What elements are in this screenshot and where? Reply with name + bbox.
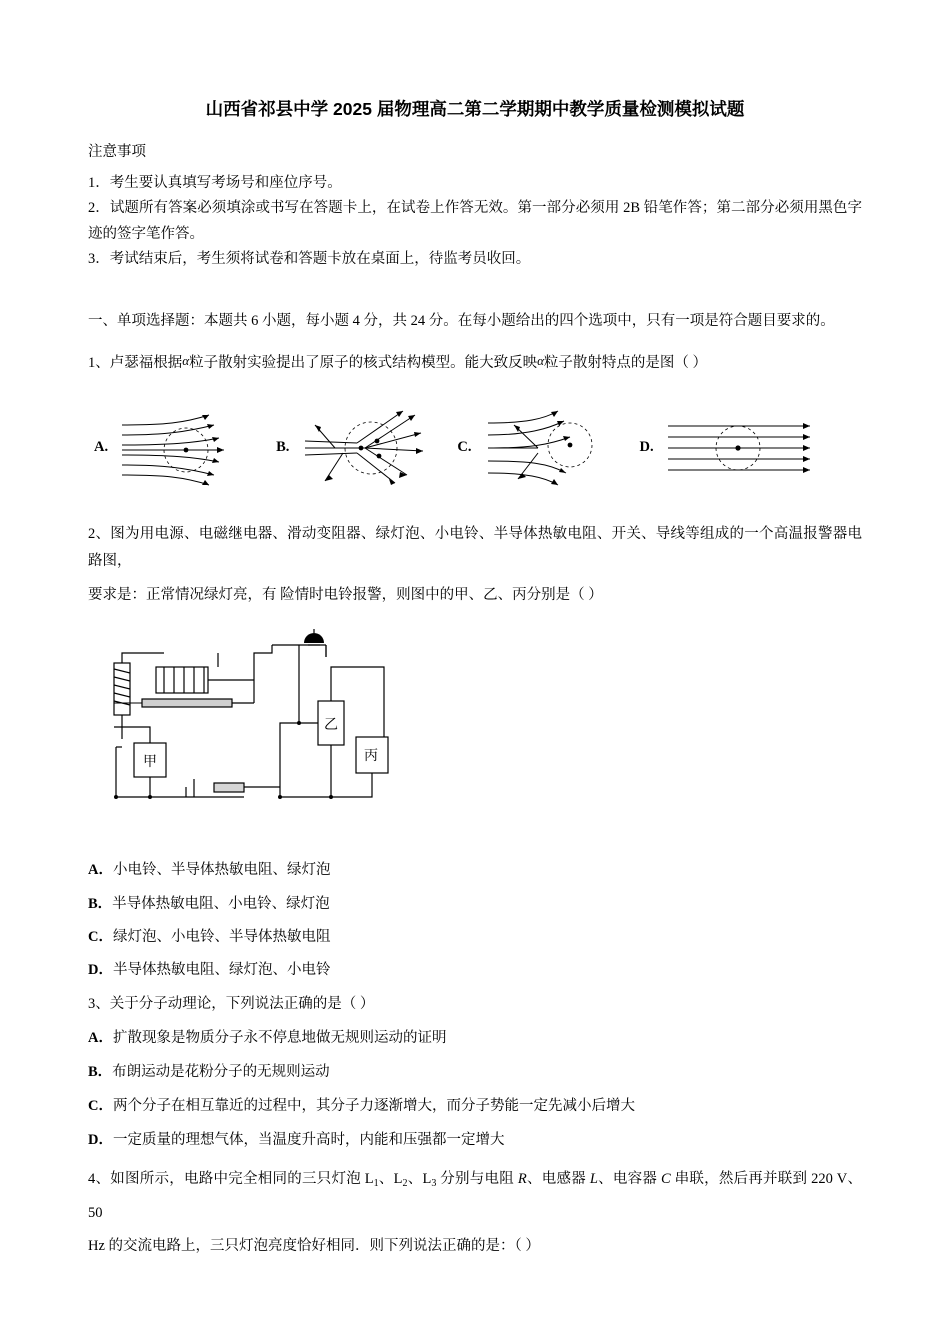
q3-option-b-label: B．: [88, 1064, 113, 1081]
label-jia: 甲: [143, 755, 157, 771]
notice-item-2: 2．试题所有答案必须填涂或书写在答题卡上，在试卷上作答无效。第一部分必须用 2B 铅笔作答；第二部分必须用黑色字迹的签字笔作答。: [88, 200, 862, 242]
question-1-figure-options: [88, 403, 862, 493]
q4-symbol-l: L: [589, 1171, 598, 1188]
question-4-stem-line2: Hz 的交流电路上，三只灯泡亮度恰好相同．则下列说法正确的是：（ ）: [88, 1237, 540, 1254]
q1-greek-alpha-2: α: [537, 352, 544, 368]
q3-option-c-text: 两个分子在相互靠近的过程中，其分子力逐渐增大，而分子势能一定先减小后增大: [112, 1098, 635, 1115]
q3-option-a: [88, 1021, 862, 1055]
q2-option-d-text: 半导体热敏电阻、绿灯泡、小电铃: [112, 962, 331, 979]
alpha-scattering-diagram-d: [660, 408, 830, 488]
high-temperature-alarm-circuit-diagram: [94, 627, 404, 827]
alpha-scattering-diagram-a: [114, 405, 264, 490]
q4-part-g: 串联，然后再并联到 220 V、50: [88, 1171, 863, 1221]
question-3: [88, 988, 862, 1158]
label-bing: 丙: [364, 749, 378, 765]
question-4: [88, 1163, 862, 1263]
question-2-stem-line1: 2、图为用电源、电磁继电器、滑动变阻器、绿灯泡、小电铃、半导体热敏电阻、开关、导线等组成的一个高温报警器电路图，: [88, 525, 862, 569]
notice-item-1: 1．考生要认真填写考场号和座位序号。: [88, 174, 342, 191]
q3-option-c: [88, 1089, 862, 1123]
q2-option-c: [88, 921, 862, 954]
label-yi: 乙: [324, 718, 338, 734]
notice-item-3: 3．考试结束后，考生须将试卷和答题卡放在桌面上，待监考员收回。: [88, 251, 531, 268]
question-2-stem-line2: 要求是：正常情况绿灯亮，有 险情时电铃报警，则图中的甲、乙、丙分别是（ ）: [88, 587, 603, 604]
question-2-circuit-figure: [88, 627, 862, 832]
q1-option-d-label: D.: [639, 439, 654, 456]
page-title: 山西省祁县中学 2025 届物理高二第二学期期中教学质量检测模拟试题: [205, 99, 745, 119]
q1-option-c-label: C.: [457, 439, 472, 456]
q1-option-a: [94, 405, 264, 490]
notice-heading: 注意事项: [88, 144, 146, 161]
question-2-options: [88, 854, 862, 987]
q4-sub-1: 1: [373, 1178, 379, 1190]
bell-symbol: [304, 629, 324, 643]
q3-option-b-text: 布朗运动是花粉分子的无规则运动: [112, 1064, 330, 1081]
q3-option-d-label: D．: [88, 1132, 113, 1149]
alpha-scattering-diagram-c: [478, 403, 628, 493]
q2-option-d-label: D．: [88, 962, 113, 979]
q4-part-e: 、电感器: [526, 1171, 590, 1188]
q2-option-d: [88, 954, 862, 987]
q1-greek-alpha-1: α: [182, 352, 190, 368]
q2-option-c-text: 绿灯泡、小电铃、半导体热敏电阻: [112, 928, 331, 945]
q4-part-c: 、L: [407, 1171, 432, 1188]
q1-option-b-label: B.: [276, 439, 290, 456]
q4-part-b: 、L: [378, 1171, 403, 1188]
q2-option-a-text: 小电铃、半导体热敏电阻、绿灯泡: [112, 862, 331, 879]
q3-option-c-label: C．: [88, 1098, 113, 1115]
q4-symbol-c: C: [661, 1171, 671, 1188]
q3-option-d-text: 一定质量的理想气体，当温度升高时，内能和压强都一定增大: [112, 1132, 505, 1149]
question-4-stem-line1: [88, 1163, 862, 1230]
q3-option-a-text: 扩散现象是物质分子永不停息地做无规则运动的证明: [112, 1029, 447, 1046]
q2-option-a: [88, 854, 862, 887]
q2-option-a-label: A．: [88, 862, 113, 879]
q4-sub-2: 2: [402, 1178, 408, 1190]
q4-part-d: 分别与电阻: [436, 1171, 518, 1188]
q4-sub-3: 3: [431, 1178, 437, 1190]
q1-option-c: [457, 403, 627, 493]
q3-option-b: [88, 1055, 862, 1089]
q2-option-b-label: B．: [88, 895, 113, 912]
q1-option-b: [276, 403, 445, 493]
alpha-scattering-diagram-b: [295, 403, 445, 493]
q2-option-b-text: 半导体热敏电阻、小电铃、绿灯泡: [112, 895, 330, 912]
q4-part-f: 、电容器: [597, 1171, 662, 1188]
q2-option-c-label: C．: [88, 928, 113, 945]
q4-symbol-r: R: [517, 1171, 527, 1188]
q3-option-d: [88, 1123, 862, 1157]
q3-option-a-label: A．: [88, 1029, 113, 1046]
q4-part-a: 4、如图所示，电路中完全相同的三只灯泡 L: [88, 1171, 374, 1188]
q2-option-b: [88, 888, 862, 921]
q1-stem-after: 粒子散射特点的是图（ ）: [543, 354, 708, 371]
q1-stem-mid: 粒子散射实验提出了原子的核式结构模型。能大致反映: [189, 354, 538, 371]
section-one-heading: 一、单项选择题：本题共 6 小题，每小题 4 分，共 24 分。在每小题给出的四个选项中，只有一项是符合题目要求的。: [88, 313, 835, 330]
q1-option-d: [640, 408, 830, 488]
q1-stem-before: 1、卢瑟福根据: [88, 354, 183, 371]
question-1-stem: [88, 349, 862, 377]
question-3-stem: 3、关于分子动理论，下列说法正确的是（ ）: [88, 995, 375, 1012]
q1-option-a-label: A.: [94, 439, 109, 456]
